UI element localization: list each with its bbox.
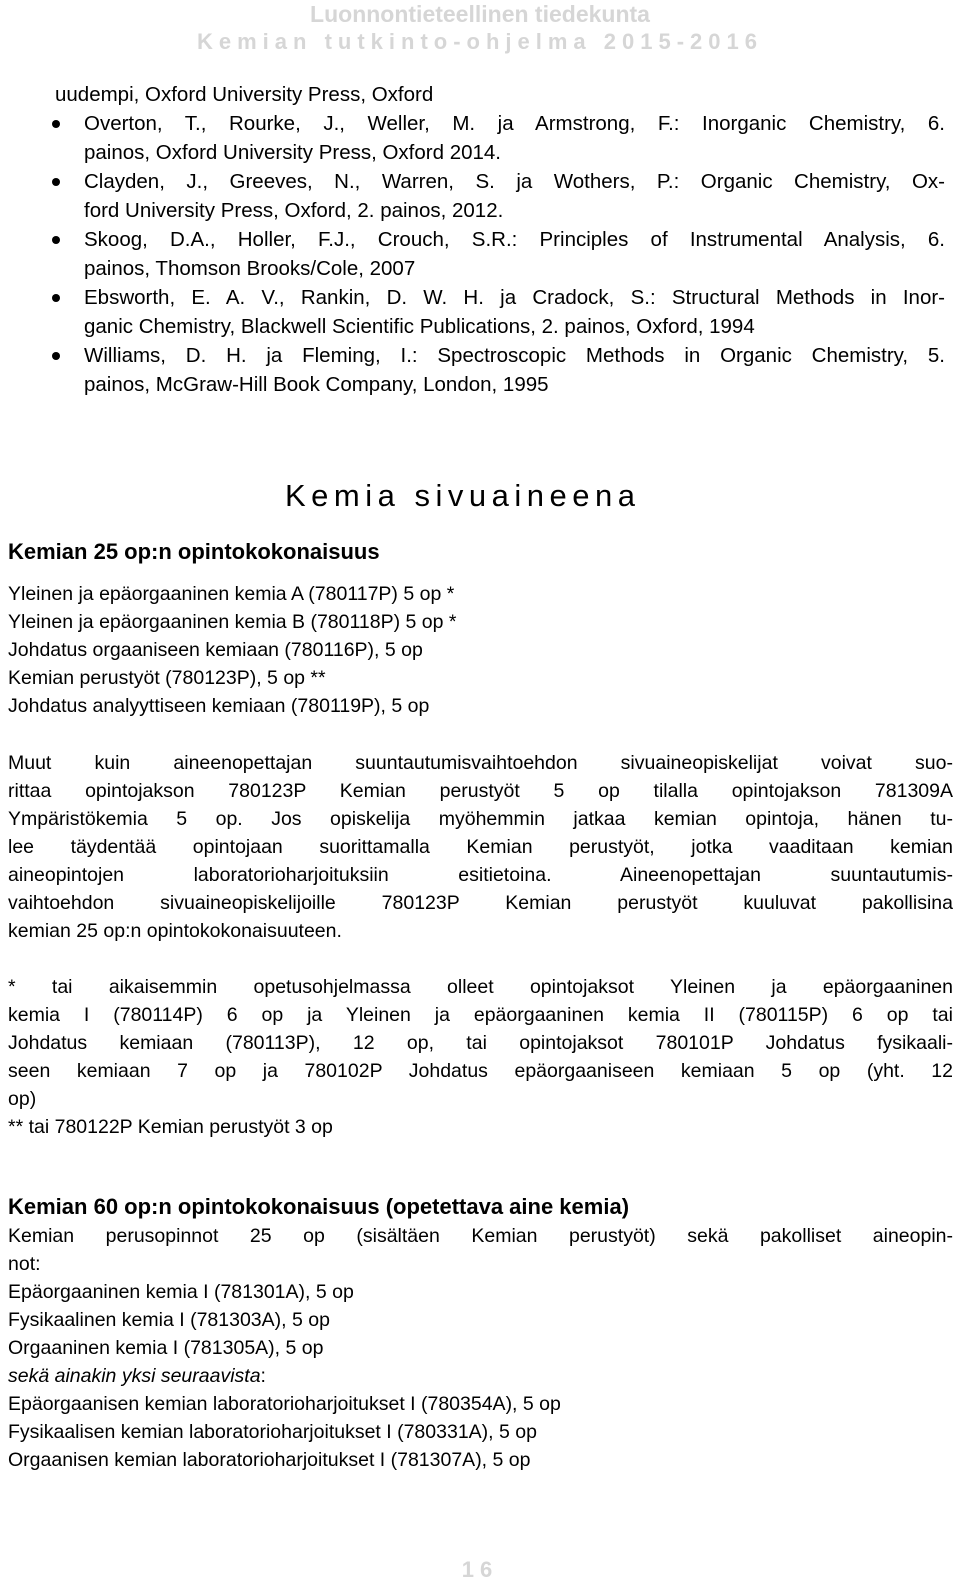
- reference-item: [55, 283, 945, 341]
- course-line: Kemian perustyöt (780123P), 5 op **: [8, 667, 326, 689]
- reference-line: Ebsworth, E. A. V., Rankin, D. W. H. ja Cradock, S.: Structural Methods in Inor-: [84, 286, 945, 309]
- bullet-icon: [52, 120, 60, 128]
- lab-course-line: Epäorgaanisen kemian laboratorioharjoitukset I (780354A), 5 op: [8, 1393, 561, 1415]
- course-line: Johdatus orgaaniseen kemiaan (780116P), 5 op: [8, 639, 423, 661]
- bullet-icon: [52, 178, 60, 186]
- footnote-double-star: ** tai 780122P Kemian perustyöt 3 op: [8, 1116, 333, 1138]
- block-25op: [8, 537, 953, 1141]
- paragraph-line: rittaa opintojakson 780123P Kemian perustyöt 5 op tilalla opintojakson 781309A: [8, 780, 953, 802]
- choose-one-label: sekä ainakin yksi seuraavista:: [8, 1365, 266, 1387]
- footnote-line: kemia I (780114P) 6 op ja Yleinen ja epäorgaaninen kemia II (780115P) 6 op tai: [8, 1004, 953, 1026]
- paragraph-line: vaihtoehdon sivuaineopiskelijoille 780123P Kemian perustyöt kuuluvat pakollisina: [8, 892, 953, 914]
- course-line: Orgaaninen kemia I (781305A), 5 op: [8, 1337, 324, 1359]
- page-number: 16: [461, 1557, 499, 1582]
- reference-list: [55, 80, 945, 399]
- footnote-line: Johdatus kemiaan (780113P), 12 op, tai opintojaksot 780101P Johdatus fysikaali-: [8, 1032, 953, 1054]
- reference-line: painos, Oxford University Press, Oxford 2014.: [84, 141, 502, 164]
- course-line: Johdatus analyyttiseen kemiaan (780119P), 5 op: [8, 695, 430, 717]
- sivuaine-paragraph: [8, 749, 953, 945]
- reference-line: Overton, T., Rourke, J., Weller, M. ja Armstrong, F.: Inorganic Chemistry, 6.: [84, 112, 945, 135]
- reference-item: [55, 167, 945, 225]
- intro-line: not:: [8, 1253, 41, 1275]
- block-60op: [8, 1192, 953, 1474]
- reference-line: Clayden, J., Greeves, N., Warren, S. ja Wothers, P.: Organic Chemistry, Ox-: [84, 170, 945, 193]
- header-program: Kemian tutkinto-ohjelma 2015-2016: [196, 29, 763, 54]
- footnote-line: * tai aikaisemmin opetusohjelmassa olleet opintojaksot Yleinen ja epäorgaaninen: [8, 976, 953, 998]
- footnote-line: seen kemiaan 7 op ja 780102P Johdatus epäorgaaniseen kemiaan 5 op (yht. 12: [8, 1060, 953, 1082]
- block-25-heading: Kemian 25 op:n opintokokonaisuus: [8, 539, 380, 564]
- paragraph-line: kemian 25 op:n opintokokonaisuuteen.: [8, 920, 342, 942]
- course-line: Yleinen ja epäorgaaninen kemia A (780117P) 5 op *: [8, 583, 455, 605]
- footnote-line: op): [8, 1088, 37, 1110]
- lab-course-line: Orgaanisen kemian laboratorioharjoitukset I (781307A), 5 op: [8, 1449, 531, 1471]
- paragraph-line: lee täydentää opintojaan suorittamalla Kemian perustyöt, jotka vaaditaan kemian: [8, 836, 953, 858]
- bullet-icon: [52, 236, 60, 244]
- reference-item: [55, 341, 945, 399]
- course-line: Fysikaalinen kemia I (781303A), 5 op: [8, 1309, 330, 1331]
- course-line: Epäorgaaninen kemia I (781301A), 5 op: [8, 1281, 354, 1303]
- reference-item: [55, 109, 945, 167]
- block-60-heading: Kemian 60 op:n opintokokonaisuus (opetettava aine kemia): [8, 1194, 630, 1219]
- paragraph-line: Ympäristökemia 5 op. Jos opiskelija myöhemmin jatkaa kemian opintoja, hänen tu-: [8, 808, 953, 830]
- reference-line: painos, McGraw-Hill Book Company, London, 1995: [84, 373, 549, 396]
- reference-continuation: uudempi, Oxford University Press, Oxford: [55, 83, 434, 106]
- paragraph-line: Muut kuin aineenopettajan suuntautumisvaihtoehdon sivuaineopiskelijat voivat suo-: [8, 752, 953, 774]
- course-line: Yleinen ja epäorgaaninen kemia B (780118P) 5 op *: [8, 611, 457, 633]
- reference-line: ford University Press, Oxford, 2. painos, 2012.: [84, 199, 504, 222]
- reference-line: painos, Thomson Brooks/Cole, 2007: [84, 257, 416, 280]
- reference-item: [55, 225, 945, 283]
- bullet-icon: [52, 294, 60, 302]
- footnote-single-star: [8, 973, 953, 1113]
- bullet-icon: [52, 352, 60, 360]
- header-faculty: Luonnontieteellinen tiedekunta: [310, 1, 650, 27]
- paragraph-line: aineopintojen laboratorioharjoituksiin esitietoina. Aineenopettajan suuntautumis-: [8, 864, 953, 886]
- block-60-intro: [8, 1222, 953, 1278]
- intro-line: Kemian perusopinnot 25 op (sisältäen Kemian perustyöt) sekä pakolliset aineopin-: [8, 1225, 953, 1247]
- reference-line: Williams, D. H. ja Fleming, I.: Spectroscopic Methods in Organic Chemistry, 5.: [84, 344, 945, 367]
- reference-line: Skoog, D.A., Holler, F.J., Crouch, S.R.: Principles of Instrumental Analysis, 6.: [84, 228, 945, 251]
- lab-course-line: Fysikaalisen kemian laboratorioharjoitukset I (780331A), 5 op: [8, 1421, 537, 1443]
- section-title: Kemia sivuaineena: [285, 478, 641, 513]
- reference-line: ganic Chemistry, Blackwell Scientific Publications, 2. painos, Oxford, 1994: [84, 315, 755, 338]
